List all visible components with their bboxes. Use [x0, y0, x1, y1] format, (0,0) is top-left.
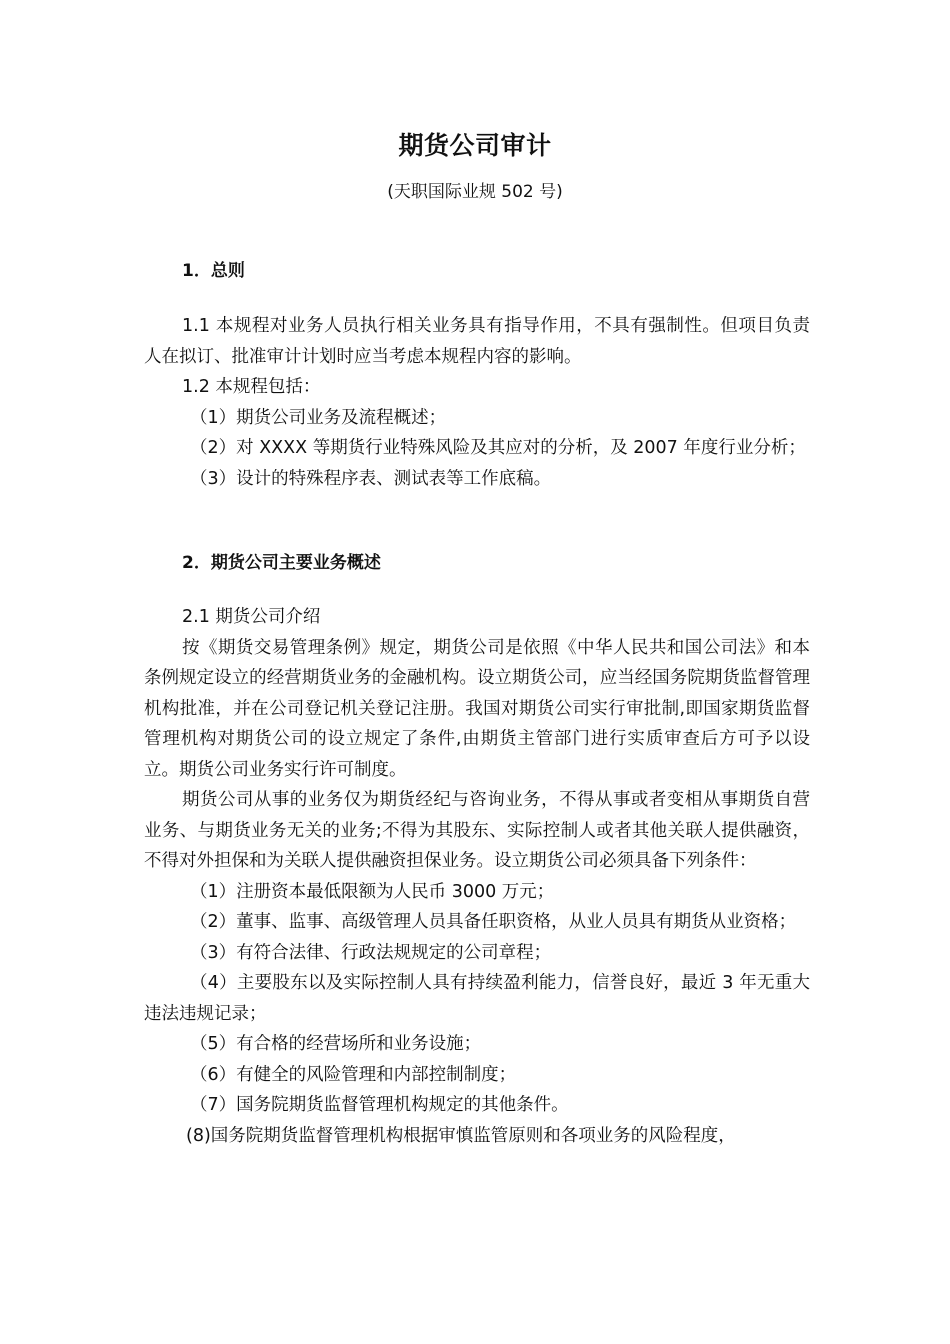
list-item: （3）设计的特殊程序表、测试表等工作底稿。 [190, 468, 552, 489]
list-item: （4）主要股东以及实际控制人具有持续盈利能力，信誉良好，最近 3 年无重大违法违规记录； [144, 973, 810, 1024]
list-item: （3）有符合法律、行政法规规定的公司章程； [190, 942, 552, 963]
paragraph-1-2: 1.2 本规程包括： [182, 377, 321, 397]
section-2-heading: 2．期货公司主要业务概述 [182, 553, 381, 573]
list-item: （2）对 XXXX 等期货行业特殊风险及其应对的分析，及 2007 年度行业分析； [190, 438, 806, 458]
paragraph-2-1-a: 按《期货交易管理条例》规定，期货公司是依照《中华人民共和国公司法》和本条例规定设立的经营期货业务的金融机构。设立期货公司，应当经国务院期货监督管理机构批准，并在公司登记机关登记注册。我国对期货公司实行审批制,即国家期货监督管理机构对期货公司的设立规定了条件,由期货主管部门进行实质审查后方可予以设立。期货公司业务实行许可制度。 [144, 637, 810, 780]
paragraph-2-1-b: 期货公司从事的业务仅为期货经纪与咨询业务，不得从事或者变相从事期货自营业务、与期货业务无关的业务;不得为其股东、实际控制人或者其他关联人提供融资，不得对外担保和为关联人提供融资担保业务。设立期货公司必须具备下列条件： [144, 790, 810, 871]
paragraph-1-1: 1.1 本规程对业务人员执行相关业务具有指导作用，不具有强制性。但项目负责人在拟订、批准审计计划时应当考虑本规程内容的影响。 [144, 316, 810, 367]
list-item: （1）注册资本最低限额为人民币 3000 万元； [190, 881, 555, 902]
subsection-2-1-heading: 2.1 期货公司介绍 [182, 607, 321, 627]
section-1-body [144, 311, 810, 494]
document-subtitle: (天职国际业规 502 号) [387, 182, 563, 202]
list-item: (8)国务院期货监督管理机构根据审慎监管原则和各项业务的风险程度， [186, 1125, 736, 1146]
list-item: （7）国务院期货监督管理机构规定的其他条件。 [190, 1095, 569, 1115]
section-2-body [144, 602, 810, 1151]
list-item: （2）董事、监事、高级管理人员具备任职资格，从业人员具有期货从业资格； [190, 912, 797, 932]
list-item: （1）期货公司业务及流程概述； [190, 407, 447, 428]
list-item: （5）有合格的经营场所和业务设施； [190, 1034, 482, 1054]
document-title: 期货公司审计 [398, 131, 552, 160]
section-1-heading: 1．总则 [182, 261, 245, 281]
list-item: （6）有健全的风险管理和内部控制制度； [190, 1064, 517, 1085]
